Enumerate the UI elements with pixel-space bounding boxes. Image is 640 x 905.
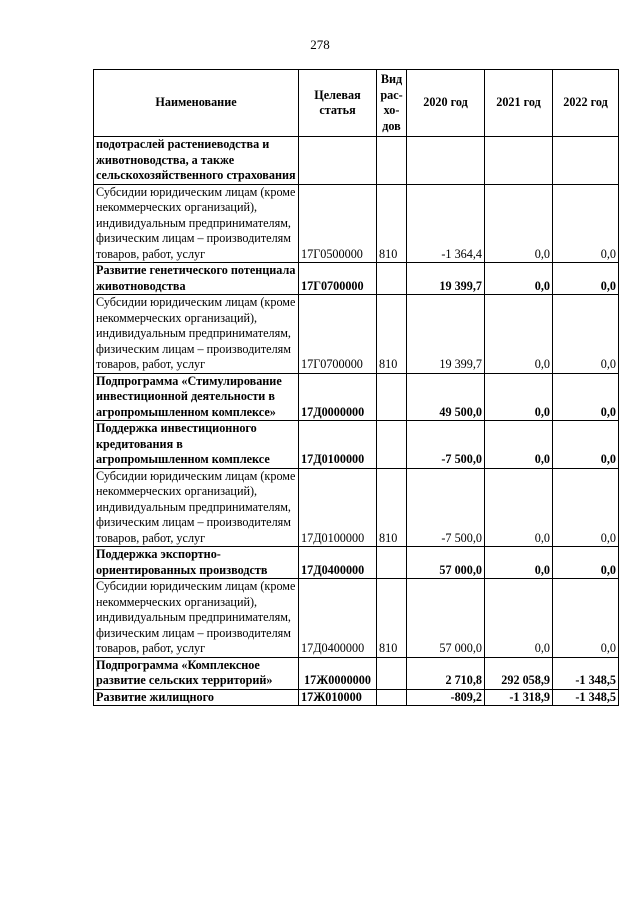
header-2022: 2022 год: [553, 70, 619, 137]
cell-name: Подпрограмма «Стимулирование инвестиционной деятельности в агропромышленном комплексе»: [94, 373, 299, 421]
cell-code: [299, 137, 377, 185]
cell-code: 17Д0000000: [299, 373, 377, 421]
table-row: [94, 689, 619, 706]
table-row: [94, 263, 619, 295]
cell-name: Субсидии юридическим лицам (кроме некоммерческих организаций), индивидуальным предпринимателям, физическим лицам – производителям товаров, работ, услуг: [94, 295, 299, 374]
table-row: [94, 421, 619, 469]
cell-code: 17Д0100000: [299, 421, 377, 469]
cell-type: 810: [377, 468, 407, 547]
cell-y2021: 0,0: [485, 263, 553, 295]
cell-y2022: 0,0: [553, 184, 619, 263]
cell-y2020: 57 000,0: [407, 547, 485, 579]
cell-code: 17Д0400000: [299, 579, 377, 658]
cell-code: 17Д0100000: [299, 468, 377, 547]
cell-y2022: 0,0: [553, 295, 619, 374]
header-type: Вид рас- хо- дов: [377, 70, 407, 137]
cell-y2020: 49 500,0: [407, 373, 485, 421]
cell-type: 810: [377, 295, 407, 374]
cell-y2021: 0,0: [485, 547, 553, 579]
table-row: [94, 579, 619, 658]
cell-code: 17Г0700000: [299, 295, 377, 374]
cell-y2020: [407, 137, 485, 185]
cell-type: [377, 421, 407, 469]
cell-code: 17Г0700000: [299, 263, 377, 295]
header-name: Наименование: [94, 70, 299, 137]
cell-name: Развитие генетического потенциала животноводства: [94, 263, 299, 295]
cell-name: Поддержка экспортно-ориентированных производств: [94, 547, 299, 579]
cell-y2020: -7 500,0: [407, 421, 485, 469]
page-number: 278: [310, 37, 330, 52]
table-row: [94, 184, 619, 263]
table-row: [94, 468, 619, 547]
cell-y2021: -1 318,9: [485, 689, 553, 706]
cell-y2020: 19 399,7: [407, 295, 485, 374]
cell-name: Субсидии юридическим лицам (кроме некоммерческих организаций), индивидуальным предпринимателям, физическим лицам – производителям товаров, работ, услуг: [94, 468, 299, 547]
cell-y2020: 2 710,8: [407, 657, 485, 689]
cell-type: [377, 547, 407, 579]
table-row: [94, 295, 619, 374]
cell-y2021: 0,0: [485, 468, 553, 547]
cell-type: [377, 373, 407, 421]
cell-y2022: 0,0: [553, 421, 619, 469]
cell-y2021: 0,0: [485, 184, 553, 263]
table-row: [94, 373, 619, 421]
cell-type: [377, 137, 407, 185]
cell-y2020: -1 364,4: [407, 184, 485, 263]
cell-type: 810: [377, 579, 407, 658]
cell-y2022: 0,0: [553, 547, 619, 579]
cell-y2021: 0,0: [485, 373, 553, 421]
cell-name: Развитие жилищного: [94, 689, 299, 706]
cell-y2020: -7 500,0: [407, 468, 485, 547]
cell-type: [377, 657, 407, 689]
cell-code: 17Ж0000000: [299, 657, 377, 689]
cell-type: 810: [377, 184, 407, 263]
cell-code: 17Ж010000: [299, 689, 377, 706]
cell-y2022: 0,0: [553, 263, 619, 295]
cell-y2020: 57 000,0: [407, 579, 485, 658]
cell-code: 17Г0500000: [299, 184, 377, 263]
cell-name: Подпрограмма «Комплексное развитие сельских территорий»: [94, 657, 299, 689]
cell-name: подотраслей растениеводства и животноводства, а также сельскохозяйственного страхования: [94, 137, 299, 185]
cell-code: 17Д0400000: [299, 547, 377, 579]
cell-y2021: 0,0: [485, 579, 553, 658]
cell-y2022: 0,0: [553, 579, 619, 658]
budget-table: [93, 69, 619, 706]
cell-type: [377, 263, 407, 295]
cell-name: Субсидии юридическим лицам (кроме некоммерческих организаций), индивидуальным предпринимателям, физическим лицам – производителям товаров, работ, услуг: [94, 579, 299, 658]
cell-y2020: -809,2: [407, 689, 485, 706]
cell-type: [377, 689, 407, 706]
header-2021: 2021 год: [485, 70, 553, 137]
cell-name: Поддержка инвестиционного кредитования в агропромышленном комплексе: [94, 421, 299, 469]
cell-y2021: 0,0: [485, 295, 553, 374]
cell-y2021: 0,0: [485, 421, 553, 469]
header-2020: 2020 год: [407, 70, 485, 137]
cell-name: Субсидии юридическим лицам (кроме некоммерческих организаций), индивидуальным предпринимателям, физическим лицам – производителям товаров, работ, услуг: [94, 184, 299, 263]
cell-y2022: 0,0: [553, 468, 619, 547]
table-row: [94, 137, 619, 185]
cell-y2022: -1 348,5: [553, 689, 619, 706]
table-body: [94, 137, 619, 706]
header-code: Целевая статья: [299, 70, 377, 137]
cell-y2022: -1 348,5: [553, 657, 619, 689]
cell-y2022: 0,0: [553, 373, 619, 421]
cell-y2021: [485, 137, 553, 185]
cell-y2020: 19 399,7: [407, 263, 485, 295]
cell-y2021: 292 058,9: [485, 657, 553, 689]
table-header-row: [94, 70, 619, 137]
table-row: [94, 547, 619, 579]
cell-y2022: [553, 137, 619, 185]
table-row: [94, 657, 619, 689]
